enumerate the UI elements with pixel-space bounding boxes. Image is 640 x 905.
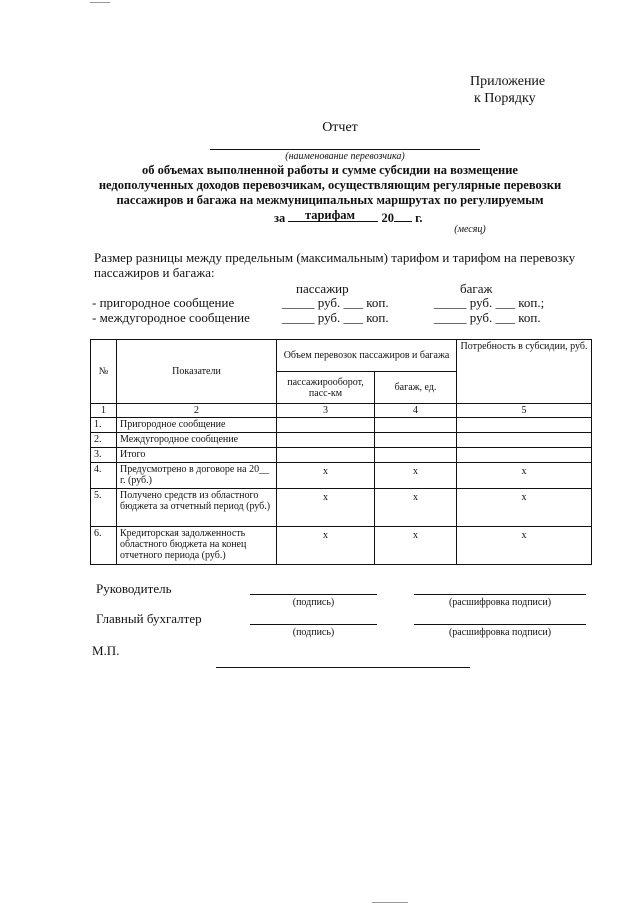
table-row [91,527,592,565]
accountant-label: Главный бухгалтер [96,611,202,626]
month-blank [288,210,378,222]
cell-baggage: х [375,527,457,565]
bottom-line [216,667,470,668]
cell-baggage: х [375,489,457,527]
carrier-name-line [210,149,480,150]
accountant-decode-line [414,624,586,625]
appendix-line-1: Приложение [470,74,546,89]
row-label: Пригородное сообщение [117,418,277,433]
month-caption: (месяц) [454,224,486,235]
table-row [91,489,592,527]
period-prefix: за [274,211,286,225]
table-row [91,448,592,463]
cell-pass-turnover: х [277,527,375,565]
row-label: Кредиторская задолженность областного бюджета на конец отчетного периода (руб.) [117,527,277,565]
report-title: Отчет [322,120,358,135]
header-volume: Объем перевозок пассажиров и багажа [277,340,457,372]
cell-pass-turnover [277,448,375,463]
cell-pass-turnover [277,433,375,448]
cell-pass-turnover [277,418,375,433]
header-baggage-units: багаж, ед. [375,372,457,404]
report-table [90,339,592,565]
header-no: № [91,340,117,404]
row-label: Междугородное сообщение [117,433,277,448]
cell-subsidy [457,448,592,463]
cell-baggage [375,433,457,448]
row-number: 1. [91,418,117,433]
column-number: 5 [457,404,592,418]
appendix-line-2: к Порядку [474,91,536,106]
row-number: 3. [91,448,117,463]
cell-baggage [375,418,457,433]
cell-baggage: х [375,463,457,489]
cell-pass-turnover: х [277,489,375,527]
head-decode-caption: (расшифровка подписи) [448,597,552,608]
header-indicators: Показатели [117,340,277,404]
cell-baggage [375,448,457,463]
tariff-row-passenger: _____ руб. ___ коп. [282,295,389,310]
stamp-label: М.П. [92,643,120,658]
year-blank [394,210,412,222]
accountant-signature-caption: (подпись) [292,627,335,638]
head-label: Руководитель [96,581,172,596]
head-signature-caption: (подпись) [292,597,335,608]
accountant-decode-caption: (расшифровка подписи) [448,627,552,638]
cell-pass-turnover: х [277,463,375,489]
header-subsidy: Потребность в субсидии, руб. [457,340,592,404]
tariff-row-baggage: _____ руб. ___ коп. [434,310,541,325]
row-number: 4. [91,463,117,489]
row-number: 5. [91,489,117,527]
accountant-signature-line [250,624,377,625]
tariff-intro: Размер разницы между предельным (максимальным) тарифом и тарифом на перевозку пассажиров и багажа: [94,250,576,280]
appendix-label [470,73,545,107]
row-label: Итого [117,448,277,463]
column-number: 3 [277,404,375,418]
cell-subsidy: х [457,489,592,527]
column-number: 4 [375,404,457,418]
scan-mark [372,902,408,903]
cell-subsidy [457,433,592,448]
tariff-row-label: - пригородное сообщение [92,295,235,310]
cell-subsidy: х [457,527,592,565]
report-period [274,210,423,226]
row-label: Предусмотрено в договоре на 20__ г. (руб.) [117,463,277,489]
tariff-col-passenger: пассажир [296,281,349,296]
tariff-row-label: - междугородное сообщение [92,310,250,325]
row-number: 6. [91,527,117,565]
column-number: 2 [117,404,277,418]
report-heading: об объемах выполненной работы и сумме субсидии на возмещение недополученных доходов перевозчикам, осуществляющим регулярные перевозки пассажиров и багажа на межмуниципальных маршрутах по регулируемым тарифам [98,163,562,222]
column-number: 1 [91,404,117,418]
row-label: Получено средств из областного бюджета за отчетный период (руб.) [117,489,277,527]
head-decode-line [414,594,586,595]
tariff-col-baggage: багаж [460,281,493,296]
row-number: 2. [91,433,117,448]
cell-subsidy: х [457,463,592,489]
scan-mark [90,2,110,3]
carrier-caption: (наименование перевозчика) [285,151,405,162]
tariff-row-passenger: _____ руб. ___ коп. [282,310,389,325]
tariff-row-baggage: _____ руб. ___ коп.; [434,295,545,310]
table-row [91,463,592,489]
head-signature-line [250,594,377,595]
table-row [91,418,592,433]
period-year: 20 [381,211,395,225]
cell-subsidy [457,418,592,433]
header-pass-turnover: пассажирооборот, пасс-км [277,372,375,404]
period-suffix: г. [415,211,423,225]
table-row [91,433,592,448]
